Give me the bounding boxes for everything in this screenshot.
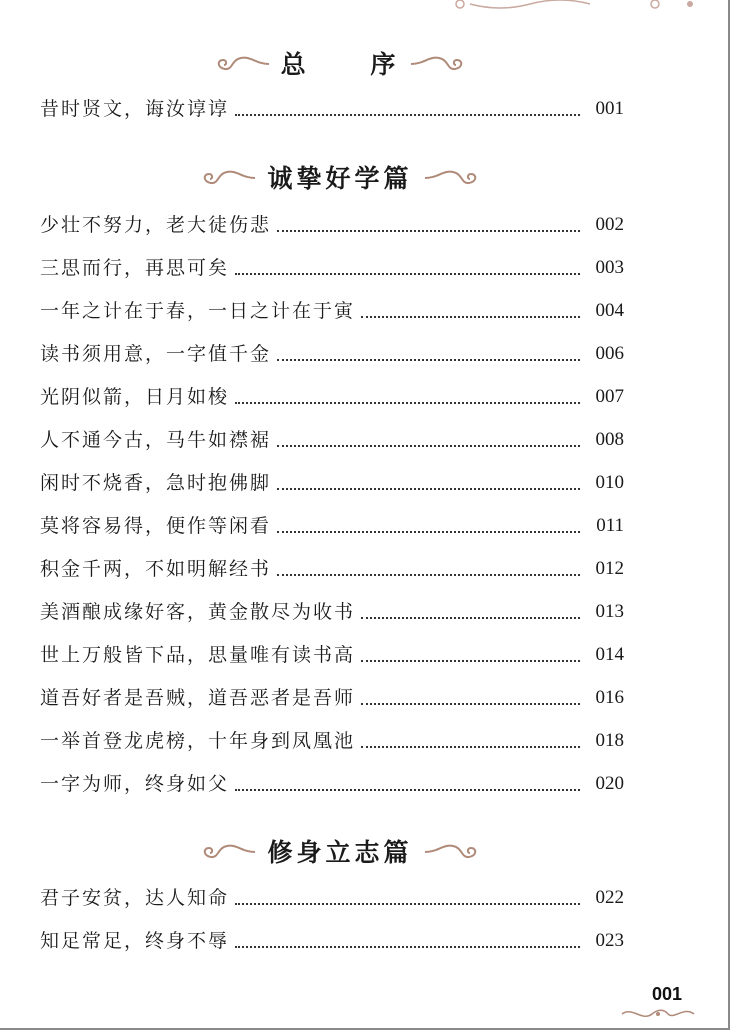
toc-entry[interactable]: [40, 591, 624, 625]
dot-leader: [277, 530, 580, 533]
entry-title: 知足常足，终身不辱: [40, 930, 230, 952]
entry-page-number: 023: [595, 930, 624, 951]
dot-leader: [277, 229, 580, 232]
toc-entry[interactable]: [40, 333, 624, 367]
entry-page-number: 022: [595, 887, 624, 908]
dot-leader: [235, 113, 580, 116]
entry-page-number: 004: [595, 300, 624, 321]
right-scroll-ornament-icon: [423, 166, 483, 188]
dot-leader: [361, 616, 580, 619]
entry-title: 积金千两，不如明解经书: [40, 558, 272, 580]
page-folio-number: 001: [651, 984, 682, 1004]
entry-title: 世上万般皆下品，思量唯有读书高: [40, 644, 356, 666]
toc-entry[interactable]: [40, 290, 624, 324]
right-scroll-ornament-icon: [423, 840, 483, 862]
entry-page-number: 018: [595, 730, 624, 751]
entry-title: 美酒酿成缘好客，黄金散尽为收书: [40, 601, 356, 623]
entry-page-number: 006: [595, 343, 624, 364]
left-scroll-ornament-icon: [197, 166, 257, 188]
dot-leader: [235, 788, 580, 791]
entry-title: 一字为师，终身如父: [40, 773, 230, 795]
entry-title: 道吾好者是吾贼，道吾恶者是吾师: [40, 687, 356, 709]
entry-title: 一年之计在于春，一日之计在于寅: [40, 300, 356, 322]
entry-title: 人不通今古，马牛如襟裾: [40, 429, 272, 451]
toc-entry[interactable]: [40, 204, 624, 238]
entry-page-number: 011: [596, 515, 624, 536]
section-title: 诚挚好学篇: [267, 164, 413, 193]
section-title: 修身立志篇: [267, 838, 413, 867]
section-heading: [150, 828, 530, 874]
entry-page-number: 008: [595, 429, 624, 450]
entry-title: 一举首登龙虎榜，十年身到凤凰池: [40, 730, 356, 752]
entry-title: 闲时不烧香，急时抱佛脚: [40, 472, 272, 494]
dot-leader: [361, 702, 580, 705]
entry-page-number: 002: [595, 214, 624, 235]
dot-leader: [235, 272, 580, 275]
toc-entry[interactable]: [40, 763, 624, 797]
dot-leader: [235, 902, 580, 905]
dot-leader: [361, 659, 580, 662]
folio-ornament-icon: [618, 1006, 698, 1022]
dot-leader: [235, 401, 580, 404]
right-scroll-ornament-icon: [409, 52, 469, 74]
toc-entry[interactable]: [40, 634, 624, 668]
section-heading: [150, 40, 530, 86]
dot-leader: [361, 745, 580, 748]
dot-leader: [361, 315, 580, 318]
entry-page-number: 010: [595, 472, 624, 493]
entry-title: 三思而行，再思可矣: [40, 257, 230, 279]
toc-entry[interactable]: [40, 920, 624, 954]
toc-entry[interactable]: [40, 376, 624, 410]
toc-entry[interactable]: [40, 88, 624, 122]
entry-page-number: 013: [595, 601, 624, 622]
entry-page-number: 007: [595, 386, 624, 407]
top-border-ornament: [440, 0, 700, 14]
toc-entry[interactable]: [40, 548, 624, 582]
entry-title: 光阴似箭，日月如梭: [40, 386, 230, 408]
section-heading: [150, 154, 530, 200]
entry-title: 读书须用意，一字值千金: [40, 343, 272, 365]
entry-page-number: 001: [595, 98, 624, 119]
entry-page-number: 020: [595, 773, 624, 794]
toc-entry[interactable]: [40, 462, 624, 496]
toc-entry[interactable]: [40, 247, 624, 281]
toc-entry[interactable]: [40, 419, 624, 453]
entry-title: 莫将容易得，便作等闲看: [40, 515, 272, 537]
left-scroll-ornament-icon: [211, 52, 271, 74]
entry-title: 少壮不努力，老大徒伤悲: [40, 214, 272, 236]
entry-title: 昔时贤文，诲汝谆谆: [40, 98, 230, 120]
dot-leader: [277, 358, 580, 361]
entry-title: 君子安贫，达人知命: [40, 887, 230, 909]
dot-leader: [235, 945, 580, 948]
entry-page-number: 016: [595, 687, 624, 708]
entry-page-number: 003: [595, 257, 624, 278]
entry-page-number: 014: [595, 644, 624, 665]
dot-leader: [277, 444, 580, 447]
toc-entry[interactable]: [40, 505, 624, 539]
section-title: 总 序: [280, 50, 424, 79]
toc-entry[interactable]: [40, 677, 624, 711]
dot-leader: [277, 573, 580, 576]
entry-page-number: 012: [595, 558, 624, 579]
dot-leader: [277, 487, 580, 490]
left-scroll-ornament-icon: [197, 840, 257, 862]
toc-entry[interactable]: [40, 877, 624, 911]
toc-entry[interactable]: [40, 720, 624, 754]
